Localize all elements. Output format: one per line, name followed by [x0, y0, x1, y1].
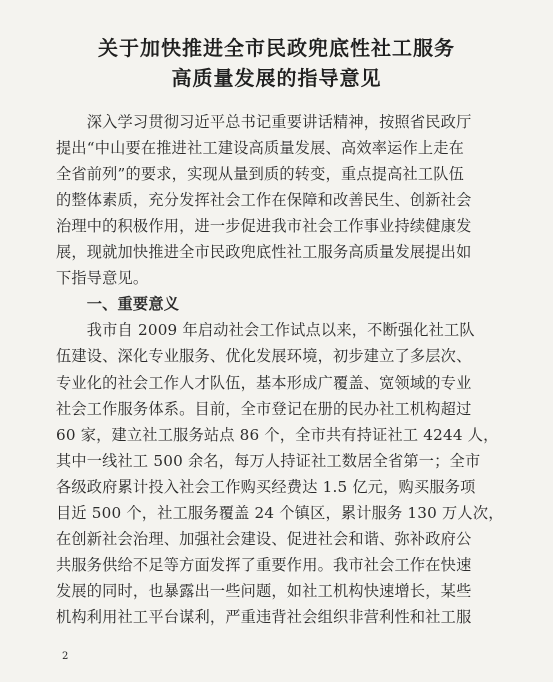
- body-line: 机构利用社工平台谋利，严重违背社会组织非营利性和社工服: [56, 607, 472, 626]
- title-line-1: 关于加快推进全市民政兜底性社工服务: [98, 36, 455, 60]
- body-line: 的整体素质，充分发挥社会工作在保障和改善民生、创新社会: [56, 191, 472, 210]
- body-line: 深入学习贯彻习近平总书记重要讲话精神，按照省民政厅: [56, 113, 472, 131]
- body-line: 各级政府累计投入社会工作购买经费达 1.5 亿元，购买服务项: [56, 477, 476, 496]
- body-line: 专业化的社会工作人才队伍，基本形成广覆盖、宽领域的专业: [56, 373, 472, 392]
- body-line: 下指导意见。: [56, 269, 149, 288]
- title-line-2: 高质量发展的指导意见: [171, 66, 382, 90]
- body-line: 其中一线社工 500 余名，每万人持证社工数居全省第一；全市: [56, 451, 481, 470]
- section-heading: 一、重要意义: [56, 295, 180, 314]
- page-number: 2: [62, 651, 69, 662]
- body-line: 提出“中山要在推进社工建设高质量发展、高效率运作上走在: [56, 139, 465, 158]
- body-line: 60 家，建立社工服务站点 86 个，全市共有持证社工 4244 人，: [56, 425, 499, 444]
- body-line: 我市自 2009 年启动社会工作试点以来，不断强化社工队: [56, 321, 475, 340]
- body-line: 全省前列”的要求，实现从量到质的转变，重点提高社工队伍: [56, 165, 465, 184]
- body-line: 目近 500 个，社工服务覆盖 24 个镇区，累计服务 130 万人次，: [56, 503, 504, 522]
- body-line: 治理中的积极作用，进一步促进我市社会工作事业持续健康发: [56, 217, 472, 236]
- body-line: 伍建设、深化专业服务、优化发展环境，初步建立了多层次、: [56, 347, 472, 366]
- body-line: 发展的同时，也暴露出一些问题，如社工机构快速增长，某些: [56, 581, 472, 600]
- body-line: 社会工作服务体系。目前，全市登记在册的民办社工机构超过: [56, 399, 472, 418]
- body-line: 共服务供给不足等方面发挥了重要作用。我市社会工作在快速: [56, 555, 472, 574]
- body-line: 在创新社会治理、加强社会建设、促进社会和谐、弥补政府公: [56, 529, 472, 548]
- body-line: 展，现就加快推进全市民政兜底性社工服务高质量发展提出如: [56, 243, 472, 262]
